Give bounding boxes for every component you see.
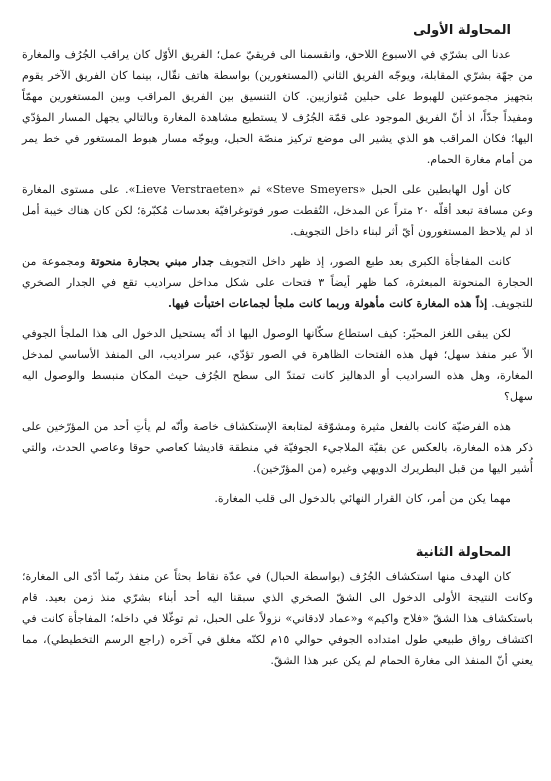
paragraph-second-attempt: كان الهدف منها استكشاف الجُرُف (بواسطة الحبال) في عدّة نقاط بحثاً عن منفذ ربّما أدّى الى المغارة؛ وكانت النتيجة الأولى الدخول الى الشقّ الصخري الذي سبقنا اليه أحد أبناء بشرّي منذ زمن بعيد. قام باستكشاف هذا الشقّ «فلاح واكيم» و«عماد لادقاني» نزولاً على الحبل، ثم توغّلا في داخله؛ المفاجأة كانت في اكتشاف رواق طبيعي طول امتداده الجوفي حوالي ١٥م لكنّه مغلق في آخره (راجع الرسم التخطيطي)، مما يعني أنّ المنفذ الى مغارة الحمام لم يكن عبر هذا الشقّ. <box>22 570 533 667</box>
section-heading-second-attempt: المحاولة الثانية <box>415 545 511 560</box>
text-bold-stone-wall: جدار مبني بحجارة منحوتة <box>90 254 215 268</box>
text-bold-conclusion: إذاً هذه المغارة كانت مأهولة وربما كانت ملجأ لجماعات اختبأت فيها. <box>168 296 488 310</box>
paragraph-first-descenders: كان أول الهابطين على الحبل «Steve Smeyers» ثم «Lieve Verstraeten». على مستوى المغارة وعن مسافة تبعد أقلّه ٢٠ متراً عن المدخل، التُقطت صور فوتوغرافيّة بعدسات مُكبّرة؛ لكن كان هناك خيبة أمل اذ لم يلاحظ المستغورون أيّ أثر لبناء داخل التجويف. <box>22 183 534 238</box>
section-heading-first-attempt: المحاولة الأولى <box>413 23 511 38</box>
paragraph-surprise-wall <box>22 251 533 314</box>
paragraph-team-split: عدنا الى بشرّي في الاسبوع اللاحق، وانقسمنا الى فريقيّ عمل؛ الفريق الأوّل كان يراقب الجُرُف والمغارة من جهّة بشرّي المقابلة، ويوجّه الفريق الثاني (المستغورين) بواسطة هاتف نقّال، بينما كان الفريق الآخر يقوم بتجهيز مجموعتين للهبوط على حبلين مُتوازيين. كان التنسيق بين الفريق المراقب وبين المستغورين مهمّاً ومفيداً جدّاً، اذ أنّ الفريق الموجود على قمّة الجُرُف لا يستطيع مشاهدة المغارة وبالتالي يجهل المسار المؤدّي اليها؛ فكان المراقب هو الذي يشير الى موضع تركيز منصّة الحبل، ويوجّه مسار هبوط المستغور في خط يمر من أمام مغارة الحمام. <box>22 48 533 166</box>
text-surprise-intro: كانت المفاجأة الكبرى بعد طبع الصور، إذ ظهر داخل التجويف <box>219 255 511 268</box>
text-scattered-stones: ومجموعة من الحجارة المنحوتة المبعثرة، كما ظهر أيضاً ٣ فتحات على شكل مداخل سراديب تقع في الجدار الصخري للتجويف. <box>22 255 533 310</box>
paragraph-riddle: لكن يبقى اللغز المحيّر: كيف استطاع سكّانها الوصول اليها اذ أنّه يستحيل الدخول الى هذا الملجأ الجوفي الاّ عبر منفذ سهل؛ فهل هذه الفتحات الظاهرة في الصور تؤدّي، عبر سراديب، الى المنفذ الأساسي لمدخل المغارة، وهل هذه السراديب أو الدهاليز كانت تمتدّ الى سطح الجُرُف حيث المكان منبسط والوصول اليه سهل؟ <box>22 327 533 403</box>
paragraph-final-decision: مهما يكن من أمر، كان القرار النهائي بالدخول الى قلب المغارة. <box>214 492 511 505</box>
paragraph-hypothesis: هذه الفرضيّة كانت بالفعل مثيرة ومشوّقة لمتابعة الإستكشاف خاصة وأنّه لم يأتِ أحد من المؤرّخين على ذكر هذه المغارة، بالعكس عن بقيّة الملاجيء الجوفيّة في منطقة قاديشا كعاصي حوقا وعاصي الحدث، والتي أُشير اليها من قبل البطريرك الدويهي وغيره (من المؤرّخين). <box>22 420 533 475</box>
